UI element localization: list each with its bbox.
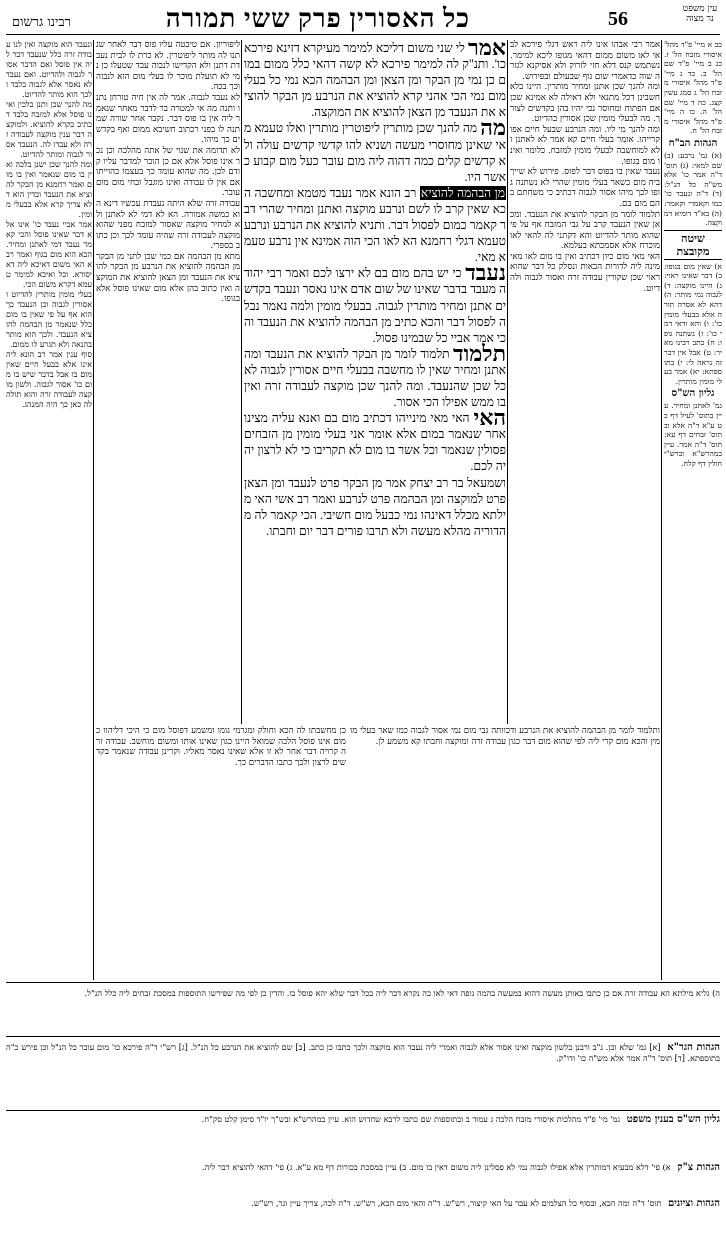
gershom-paragraph: מה להנך שכן ותנן בלכין ואינו פוסל אלא למזבח בלבד דכתיב בקרא להוציא. ולמוקצה דבר ענין מוקצה לעבודה זרה ולא עבדו לה. הנעבד אסור לגבוה ומותר להדיוט. (6, 100, 92, 159)
page-number: 56 (608, 8, 628, 30)
shita-text: א) שאין מום בגופו: ב) דבר שאינו ראוי: ג) היינו מוקצה: ד) לגבוה נמי מותר: ה) דהא לא אסרה תורה אלא בבעלי מומין כו': ו) והא ודאי דמי כו': ז) נשתנה גופו: ח) כתב רבינו מאיר: ט) אבל אין דבר זה נראה לי: י) בתוספתא: יא) אמר בעלי מומין מותרין. (664, 261, 722, 386)
column-divider (661, 40, 662, 980)
tosafot-paragraph: לא תדומה את שנוי של אתה מהלכה וכן נכר אינו פוסל אלא אם כן הוכר למדבר עליו קודם לכן. מה שהוא עומד כך בעצמו כהוייתו אם אין לו עבודה ואינו מוגבל ובחי מום מום עובר. (96, 145, 240, 199)
gershom-paragraph: אמר אביי נעבד כו' אינו אלא דבר שאינו פוסל והכי קאמר נעבד דמי לאתנן ומחיר. הכא הוא מום בגוף ואמר רבא האי משום דאיכא ליה דאיסורא. וכל ואיכא למימר טעמא דקרא משום הכי. (6, 220, 92, 289)
page-header (6, 4, 720, 36)
gemara-text: רב הונא אמר נעבד מטמא ומחשבה הכא שאין קרב לו לשם ונרבע מוקצה ואתנן ומחיר שהרי דבר קאמר כמום לפסול דבר. ותניא להוציא את הנרבע ונרבע טעמא דגלי רחמנא הא לאו הכי הוה אמינא אין נרבע טעמא מאי. (244, 185, 506, 265)
gemara-text: כי יש בהם מום בם לא ירצו לכם ואמר רבי יהודה מעבד בדבר שאינו של שום אדם אינו נאסר ונעבד בקדשים אתנן ומחיר מותרין לגבוה. בבעלי מומין ולמה נאמר נבלה לפסול דבר והכא כתיב מן הבהמה להוציא את הנעבד והכי אמר אביי כל שבמינו פסול. (244, 266, 506, 345)
gemara-main-text (244, 40, 506, 722)
hagahot-tzk-label: הגהות צ"ק (677, 1162, 720, 1173)
gilyon-block (6, 1114, 720, 1154)
ein-mishpat-entries: כב א מיי' פ"ד מהל' איסורי מזבח הל' ז. כג ב מיי' פ"ד שם הל' ב. כד ג מיי' פ"ד מהל' איסורי מזבח הל' ג סמג עשין קצג. כה ד מיי' שם הל' ה. כו ה מיי' פ"ד מהל' איסורי מזבח הל' ח. (664, 40, 722, 136)
gemara-text: לי שני משום דליכא למימר מעיקרא דזינא פירכא כו'. ותנ"ק לה למימר פירכא לא קשה דהאי כלל ממום במום כן נמי מן הבקר ומן הצאן ומן הבהמה הכא נמי כל בעלי מום נמי הכי אהני קרא להוציא את הנרבע מן הבקר להוציא את הנעבד מן הצאן להוציא את המוקצה. (244, 41, 506, 120)
highlighted-phrase: מן הבהמה להוציא (420, 185, 505, 200)
gershom-paragraph: סוף ענין אמר רב הונא ליה אינו אלא בבעל חיים שאין מום בו אבל בדבר שיש בו מום כו' אסור לגבוה. ולשון מוקצה לעבודה זרה והוא תולה לה כאן כך היה המנהג. (6, 350, 92, 409)
hagahot-bottom-text: תוס' ד"ה ומה הכא, ובסוף כל הצלמים לא עבר על האי קיצור, רש"ש. ד"ה והאי מום הכא, רש"ש. ד"ה לכה, צריך עיין ונר, רש"ש. (251, 1198, 662, 1208)
rashi-continuation (350, 726, 660, 976)
rashi-column (510, 40, 660, 722)
rashi-paragraph: ומה להנך שכן אתנן ומחיר מותרין. היינו בלא חשבינן דכל מתנאי ולא דאילה לא אמינא שכן אם הפתוח ומחוסר נכי יהיו בהן בקדשים לצורך. מה לבעלי מומין שכן אסורין בהדיוט. (510, 82, 660, 125)
rashi-paragraph: אמר רבי אבהו אינו ליה ראש דגלי פירכא לב אי לאו משום ממום דהאי מגופו ליכא למימר. נשתמש קנס דלא חזי לזרוק ולא אסיקנא לגזרה שוה כדאמרי שום גוף שבעולם ובפירוש. (510, 40, 660, 82)
page-title: כל האסורין פרק ששי תמורה (165, 4, 470, 33)
gemara-text: האי מאי מינייהו דכתיב מום בם ואנא עליה מצינו אחר שנאמר במום אלא אומר אני בעלי מומין מן הזבחים פסולין שנאמר וכל אשר בו מום לא תקריבו כי לא לרצון יהיה לכם. (244, 411, 506, 474)
tosafot-continuation (96, 726, 346, 976)
header-rule (6, 34, 720, 35)
commentary-label: רבינו גרשום (12, 15, 72, 30)
hagahot-title: הגהות הב"ח (668, 137, 718, 149)
right-margin-column (664, 40, 722, 1040)
hagahot-text: (א) גמ' נרבע: (ב) שם למאי: (ג) תוס' ד"ה אמר כו' אלא מש"ה כל הנ"ל: (ד) ד"ה ונעבד כו' כמו וקאמרי וקאמר: (ה) בא"ד דומיא דמוקצה. (664, 150, 722, 228)
section-word: מה (480, 115, 506, 141)
rashi-paragraph: תלמוד לומר מן הבקר להוציא את הנעבד. ומכאן שאין הנעבד קרב על גבי המזבח אף על פי שהוא מותר להדיוט והא דקתני לה להאי לאו מוכרח אלא אסמכתא בעלמא. (510, 209, 660, 252)
gershom-paragraph: ומה להנך שכן ישנן בלכה ואין בו מום שנאמר ואין בו מום ואמר רחמנא מן הבקר להוציא את הנעבד ובדין הוא דלא צריך קרא אלא בבעלי מומין. (6, 160, 92, 219)
gemara-text: מה להנך שכן מותרין ליפוטרין מותרין ואלו טעמא מאי שאינן מחוסרי מעשה ושניא להו קדשי קדשים עולה ולא קדשים קלים כמה דהוה ליה מום עובר כעל מום קבוע כאשר היו. (244, 121, 506, 184)
rashi-paragraph: נעבד שאין בו בפוס דבר לפוס. פירוש לא שייך ביה מום כשאר בעלי מומין שהרי לא נשתנה גופו לכך מיהו אסור לגבוה דכתיב כי משחתם בהם מום בם. (510, 167, 660, 209)
section-word: נעבד (465, 260, 506, 286)
shita-title: שיטה מקובצת (664, 230, 722, 260)
section-word: האי (473, 405, 506, 431)
hagahot-label: הגהות וציונים (667, 1198, 720, 1209)
hagahot-gra-block (6, 1042, 720, 1106)
hagahot-vetziyunim-block (6, 1198, 720, 1226)
section-rule (6, 1036, 720, 1037)
gilyon-title: גליון הש"ס (671, 388, 715, 400)
gilyon-bottom-text: גמ' מי' פ"ד מהלכות איסורי מזבח הלכה ג עמוד ב ובתוספות שם כתבו לרבא שחדוש הוא. עיין במהרש"א ובש"ך יו"ד סימן קלט סק"ח. (201, 1114, 621, 1124)
footnote-text: ה) גליא מילתא הא עבודה זרה אם כן כתבו באותן מעשה דהוא במעשה בהמה גופה דאי לאו כה נקרא דבר ליה בכל דבר שלא יהא פוסל בו. והדין כן לפי מה שפירשו התוספות במסכת זבחים ליה כלל הנ"ל. (84, 988, 720, 998)
gershom-paragraph: ונעבד הוא מוקצה ואין לנו עבודה זרה כלל שנעבד דבר ליה אין פוסל ואם הדבר אסור לגבוה ולהדיוט. ואם נעבד לא נאסר אלא לגבוה בלבד ולכך הוא מותר להדיוט. (6, 40, 92, 99)
gemara-text: תלמוד לומר מן הבקר להוציא את הנעבד ומה אתנן ומחיר שאין לו מחשבה בבעלי חיים אסורין לגבוה לא כל שכן שהנעבד. ומה להנך שכן מוקצה לעבודה זרה ואין בו ממש אפילו הכי אסור. (244, 346, 506, 410)
rashi-paragraph: ותלמוד לומר מן הבהמה להוציא את הנרבע ודכוותה גבי מום נמי אסור לגבוה כמו שאר בעלי מומין והכא מום קרי ליה לפי שהוא מום דבר כגון עבודה זרה ומוקצה וחבתו קא משמע לן. (350, 726, 660, 747)
gilyon-label: גליון הש"ס בענין משפט (626, 1114, 720, 1125)
hagahot-gra-text: [א] גמ' שלא וכן. נ"ב ורבנן בלשון מוקצה ואינו אסור אלא לגבוה ואמרי ליה נעבד הוא מוקצה ולכך כתבו כן כתב. [ב] שם להוציא את הנרבע כל הנ"ל. [ג] רש"י ד"ה פירכא כו' מום עובר כל הנ"ל וכן פירש כ"ה בתוספתא. [ד] תוס' ד"ה אמר אלא מש"ה כו' ודו"ק. (6, 1042, 720, 1063)
opening-word: אמר (468, 40, 506, 60)
tosafot-paragraph: מתא מן הבהמה אם כמי שכן לתני מן הבקר מן הבהמה להוציא את הנרבע מן הבקר להוציא את הנעבד ומן הצאן להוציא את המוקצה ואין כתוב בהן אלא מום שאינו פוסל אלא בגופו. (96, 251, 240, 305)
footnote-block (6, 988, 720, 1028)
tosafot-column (96, 40, 240, 722)
rashi-paragraph: האי מאי מום כיון דכתיב ואין בו מום לאו מאי מינה ליה לדורות הבאות ונסלק כל דבר שהוא ראוי שכן שקורין עבודה זרה ואסור לגבוה ולהדיוט. (510, 251, 660, 294)
gilyon-text: גמ' לאתנן ומחיר. עיין בתוס' לעיל דף כט ע"א ד"ה אלא ובתוס' זבחים דף עא: תוס' ד"ה אמר. עיין במהרש"א וברש"י חולין דף קלח. (664, 401, 722, 468)
tosafot-paragraph: לא נעבד לנבוה. אמר לה אין חיה טורחן נתנו ותנה מה אי למטרה בר לדבר מאחר שנאמר ליה אין בו פוס דבר. נקבר אחר שורה שמתנה לו בפני רכתוב חשיבא ממום ואף בקדשים כך מיהו. (96, 92, 240, 146)
hagahot-gra-label: הגהות הגר"א (667, 1042, 720, 1053)
hagahot-tzk-text: א) פי' דלא מבעיא דמותרין אלא אפילו לגבוה נמי לא פסלינן ליה משום דאין בו מום. ב) עיין במסכת בכורות דף מא ע"א. ג) פי' דהאי להוציא דבר ליה. (201, 1162, 671, 1172)
column-divider (93, 40, 94, 980)
ein-mishpat-label: עין משפט נר מצוה (682, 4, 718, 24)
rabbeinu-gershom-column (6, 40, 92, 1040)
column-divider (507, 40, 508, 724)
section-rule (6, 1110, 720, 1111)
hagahot-tzk-block (6, 1162, 720, 1192)
gershom-paragraph: בעלי מומין מותרין להדיוט ואסורין לגבוה וכן הנעבד כך הוא אף על פי שאין בו מום כלל שנאמר מן הבהמה להוציא הנעבד. ולכך הוא מותר בהנאה ולא תגרע לו ממום. (6, 290, 92, 349)
section-rule (6, 982, 720, 983)
tosafot-paragraph: עבודה זרה שלא היתה נעבדת עכשיו דינא הוא כמשה אמורה. הא לא דמי לא לאתנן ולא למחיר מוקצה שאסור למזבח מפני שהוא מוקצה לעבודה זרה שהיה עומד לכך וכן כתוב בספרי. (96, 198, 240, 252)
tosafot-paragraph: ליפוריון. אם טיבטה עליו פוס דבר לאחר שנתנו לה מותר ליפוטרין. לא כרת לו לבית נעבדת דתנן ולא הקדישו לנבוה עבד שטעלו כן נמי לא תועלת מוכר לו בעלי מום הוא לנבוה וכך בכה. (96, 40, 240, 93)
gemara-text: ושמעאל בר רב יצחק אמר מן הבקר פרט לנעבד ומן הצאן פרט למוקצה ומן הבהמה פרט לנרבע ואמר רב אשי האי מילתא מכלל דאינהו נמי כבעל מום חשיבי. הכי קאמר לה מהדוריה מהלא מעשה ולא תרבו פורים דבר יום וחבתו. (244, 475, 506, 538)
column-divider (241, 40, 242, 724)
rashi-paragraph: ומה להנך מי ליו. ומה הנרבע שבעל חיים אפוקרייהו. אומר בעלי חיים קא אמר לא לאתנן ולא למוחשבה לבעלי מומין למזבח. כלומר ואינו מום בגופו. (510, 124, 660, 167)
tosafot-paragraph: כן מחשבתו לה הכא וחולק ומגרמי גומו ומשמע דפוסל מום כי היכי דליהוו כמום אינו פוסל הלכה שמואל היינו כגון שאינו אותו ומשום מוחשב. עבודה זרה קרויה דבר אחר לא זו אלא שאינו נאסר מאליו. וקרינן עבודה שנאמר בקדשים לרצון ולכך כתבו הדברים כך. (96, 726, 346, 768)
section-word: תלמוד (453, 340, 506, 366)
